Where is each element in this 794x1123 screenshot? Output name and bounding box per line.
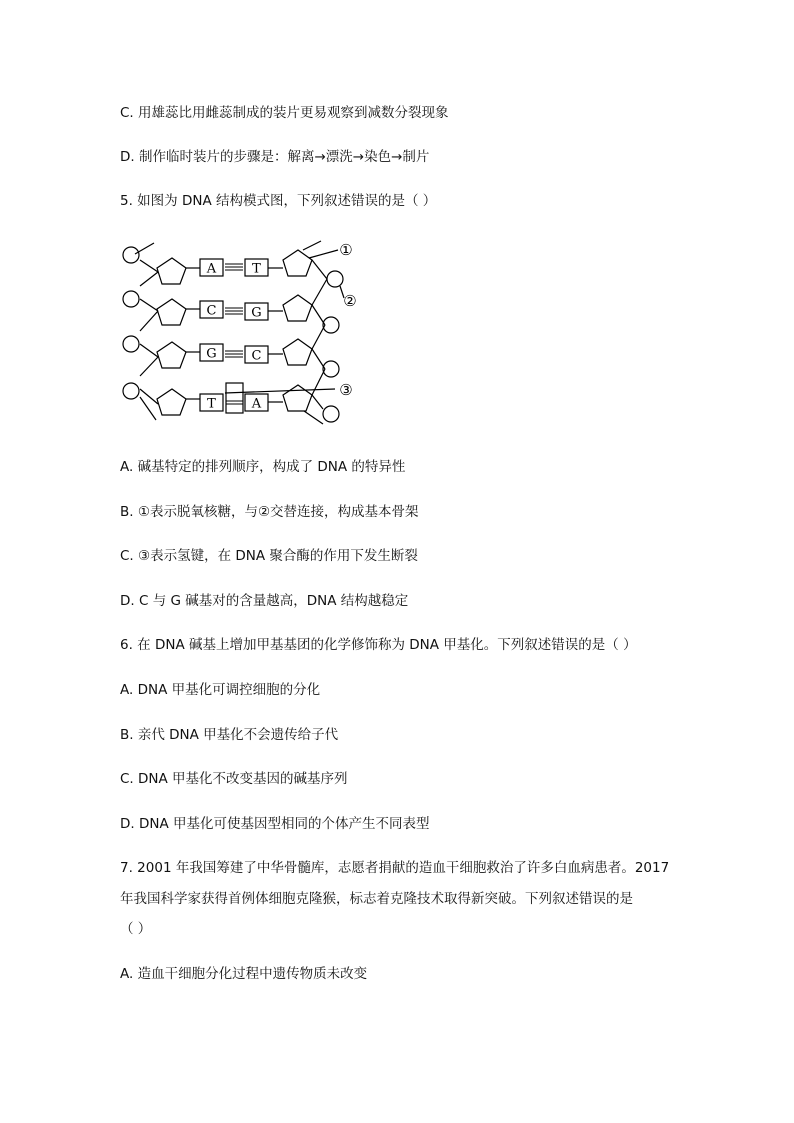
base-right-1: T [252,261,261,277]
q6-stem: 6. 在 DNA 碱基上增加甲基基团的化学修饰称为 DNA 甲基化。下列叙述错误的是（ ） [120,637,637,653]
label-3: ③ [339,381,353,399]
q6-option-c: C. DNA 甲基化不改变基因的碱基序列 [120,771,348,787]
q7-stem-line-2: 年我国科学家获得首例体细胞克隆猴，标志着克隆技术取得新突破。下列叙述错误的是 [120,891,633,907]
q5-stem: 5. 如图为 DNA 结构模式图，下列叙述错误的是（ ） [120,193,437,209]
q4-option-d: D. 制作临时装片的步骤是：解离→漂洗→染色→制片 [120,149,430,165]
base-left-2: C [206,303,217,319]
label-1: ① [339,241,353,259]
base-left-1: A [206,261,217,277]
label-2: ② [343,292,357,310]
base-right-3: C [251,348,262,364]
q7-stem-line-3: （ ） [120,921,152,937]
q6-option-b: B. 亲代 DNA 甲基化不会遗传给子代 [120,727,339,743]
base-left-4: T [207,396,216,412]
q4-option-c: C. 用雄蕊比用雌蕊制成的装片更易观察到减数分裂现象 [120,105,449,121]
dna-structure-diagram [118,236,368,436]
base-right-4: A [251,396,262,412]
q6-option-a: A. DNA 甲基化可调控细胞的分化 [120,682,321,698]
q7-stem-line-1: 7. 2001 年我国筹建了中华骨髓库，志愿者捐献的造血干细胞救治了许多白血病患者。2017 [120,860,670,876]
base-left-3: G [206,346,217,362]
q5-option-c: C. ③表示氢键，在 DNA 聚合酶的作用下发生断裂 [120,548,418,564]
q5-option-a: A. 碱基特定的排列顺序，构成了 DNA 的特异性 [120,459,406,475]
q5-option-b: B. ①表示脱氧核糖，与②交替连接，构成基本骨架 [120,504,419,520]
base-right-2: G [251,305,262,321]
q6-option-d: D. DNA 甲基化可使基因型相同的个体产生不同表型 [120,816,430,832]
q5-option-d: D. C 与 G 碱基对的含量越高，DNA 结构越稳定 [120,593,409,609]
q7-option-a: A. 造血干细胞分化过程中遗传物质未改变 [120,966,368,982]
